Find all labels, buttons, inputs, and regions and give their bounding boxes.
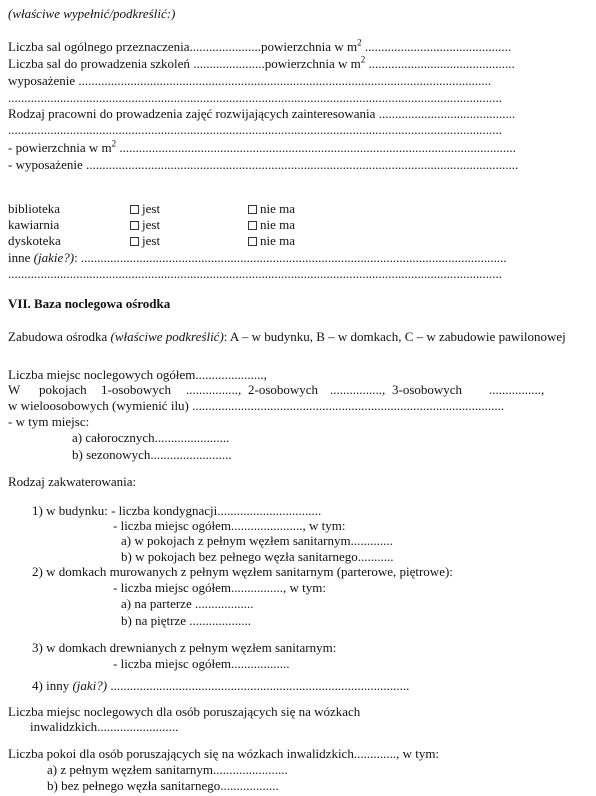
workshop-area-field[interactable]: .......................................................................................................................... — [116, 140, 516, 155]
workshop-label: Rodzaj pracowni do prowadzenia zajęć rozwijających zainteresowania — [8, 106, 376, 121]
workshop-area-line — [8, 140, 516, 155]
building-type-options[interactable]: : A – w budynku, B – w domkach, C – w zabudowie pawilonowej — [223, 329, 566, 344]
acc-wooden-houses-label: 3) w domkach drewnianych z pełnym węzłem sanitarnym: — [32, 640, 337, 655]
facility-name-disco: dyskoteka — [8, 233, 61, 248]
beds-total-field[interactable]: Liczba miejsc noclegowych ogółem....................., — [8, 367, 267, 382]
equipment-line — [8, 73, 491, 88]
rooms-single-field[interactable]: ................, — [186, 382, 242, 397]
facility-yes-label: jest — [142, 201, 161, 216]
section-title: VII. Baza noclegowa ośrodka — [8, 296, 171, 311]
facility-name-library: biblioteka — [8, 201, 60, 216]
workshop-area-label: - powierzchnia w m — [8, 140, 112, 155]
facility-no-library[interactable] — [248, 201, 295, 216]
facility-yes-cafe[interactable] — [130, 217, 160, 232]
workshop-equipment-label: - wyposażenie — [8, 157, 83, 172]
accommodation-type-label: Rodzaj zakwaterowania: — [8, 474, 137, 489]
multi-rooms-field[interactable]: w wieloosobowych (wymienić ilu) ................................................................................................ — [8, 398, 505, 413]
rooms-triple-field[interactable]: ................, — [489, 382, 545, 397]
training-area-field[interactable]: ............................................. — [365, 56, 515, 71]
workshop-equipment-line — [8, 157, 518, 172]
of-which-label: - w tym miejsc: — [8, 414, 90, 429]
checkbox-icon — [130, 205, 139, 214]
workshop-area-sup: 2 — [111, 138, 117, 149]
seasonal-field[interactable]: b) sezonowych......................... — [72, 447, 232, 462]
facility-yes-label: jest — [142, 217, 161, 232]
facility-other-field[interactable]: : ................................................................................................................................... — [74, 250, 507, 265]
wheelchair-beds-label: Liczba miejsc noclegowych dla osób poruszających się na wózkach — [8, 704, 361, 719]
training-rooms-label: Liczba sal do prowadzenia szkoleń — [8, 56, 190, 71]
checkbox-icon — [248, 205, 257, 214]
rooms-by-size-single-label: 1-osobowych — [101, 382, 172, 397]
wheelchair-rooms-without-bath-field[interactable]: b) bez pełnego węzła sanitarnego.................. — [47, 778, 279, 793]
acc-building-floors-field[interactable]: 1) w budynku: - liczba kondygnacji................................ — [32, 503, 322, 518]
facility-no-disco[interactable] — [248, 233, 295, 248]
facility-other-continuation-field[interactable]: ........................................................................................................................................................ — [8, 266, 502, 281]
acc-brick-ground-floor-field[interactable]: a) na parterze .................. — [121, 596, 254, 611]
training-rooms-line — [8, 56, 515, 71]
acc-other-hint: (jaki?) — [72, 678, 108, 693]
facility-yes-label: jest — [142, 233, 161, 248]
workshop-field[interactable]: .......................................... — [375, 106, 516, 121]
intro-note: (właściwe wypełnić/podkreślić:) — [8, 6, 176, 21]
checkbox-icon — [248, 237, 257, 246]
rooms-by-size-w: W — [8, 382, 21, 397]
year-round-field[interactable]: a) całorocznych....................... — [72, 430, 230, 445]
acc-brick-upper-floor-field[interactable]: b) na piętrze ................... — [121, 613, 251, 628]
acc-brick-beds-field[interactable]: - liczba miejsc ogółem................, w tym: — [113, 580, 327, 595]
facility-other-hint: (jakie?) — [33, 250, 75, 265]
facility-no-cafe[interactable] — [248, 217, 295, 232]
wheelchair-rooms-with-bath-field[interactable]: a) z pełnym węzłem sanitarnym....................... — [47, 762, 288, 777]
acc-wooden-beds-field[interactable]: - liczba miejsc ogółem.................. — [113, 656, 290, 671]
training-area-sup: 2 — [360, 54, 366, 65]
acc-building-with-bath-field[interactable]: a) w pokojach z pełnym węzłem sanitarnym............. — [121, 533, 393, 548]
rooms-count-field[interactable]: ...................... — [189, 39, 262, 54]
rooms-area-field[interactable]: ............................................. — [361, 39, 512, 54]
facility-yes-disco[interactable] — [130, 233, 160, 248]
rooms-by-size-double-label: 2-osobowych — [248, 382, 319, 397]
equipment-continuation-field[interactable]: ........................................................................................................................................................ — [8, 90, 502, 105]
building-type-line — [8, 329, 566, 344]
training-area-label: powierzchnia w m — [264, 56, 361, 71]
acc-other-line — [32, 678, 409, 693]
rooms-double-field[interactable]: ................, — [330, 382, 386, 397]
acc-other-label: 4) inny — [32, 678, 73, 693]
workshop-line — [8, 106, 515, 121]
rooms-by-size-rooms: pokojach — [39, 382, 87, 397]
checkbox-icon — [248, 221, 257, 230]
rooms-by-size-triple-label: 3-osobowych — [392, 382, 463, 397]
workshop-continuation-field[interactable]: ........................................................................................................................................................ — [8, 122, 502, 137]
checkbox-icon — [130, 237, 139, 246]
workshop-equipment-field[interactable]: ..................................................................................................................................... — [82, 157, 519, 172]
rooms-count-line — [8, 39, 511, 54]
wheelchair-beds-field[interactable]: inwalidzkich......................... — [30, 719, 179, 734]
facility-name-cafe: kawiarnia — [8, 217, 60, 232]
building-type-hint: (właściwe podkreślić) — [110, 329, 224, 344]
rooms-count-label: Liczba sal ogólnego przeznaczenia — [8, 39, 190, 54]
facility-no-label: nie ma — [260, 233, 296, 248]
acc-building-beds-field[interactable]: - liczba miejsc ogółem......................, w tym: — [113, 518, 346, 533]
wheelchair-rooms-field[interactable]: Liczba pokoi dla osób poruszających się na wózkach inwalidzkich............., w tym: — [8, 746, 440, 761]
facility-no-label: nie ma — [260, 201, 296, 216]
acc-brick-houses-label[interactable]: 2) w domkach murowanych z pełnym węzłem sanitarnym (parterowe, piętrowe): — [32, 564, 453, 579]
facility-no-label: nie ma — [260, 217, 296, 232]
equipment-label: wyposażenie — [8, 73, 76, 88]
facility-yes-library[interactable] — [130, 201, 160, 216]
rooms-area-label: powierzchnia w m — [261, 39, 358, 54]
building-type-label: Zabudowa ośrodka — [8, 329, 111, 344]
training-rooms-field[interactable]: ...................... — [189, 56, 265, 71]
equipment-field[interactable]: ............................................................................................................................... — [75, 73, 492, 88]
rooms-area-sup: 2 — [357, 37, 362, 48]
checkbox-icon — [130, 221, 139, 230]
acc-building-without-bath-field[interactable]: b) w pokojach bez pełnego węzła sanitarnego........... — [121, 549, 394, 564]
facility-other-label: inne — [8, 250, 34, 265]
facility-other-line — [8, 250, 507, 265]
acc-other-field[interactable]: ............................................................................................ — [107, 678, 410, 693]
